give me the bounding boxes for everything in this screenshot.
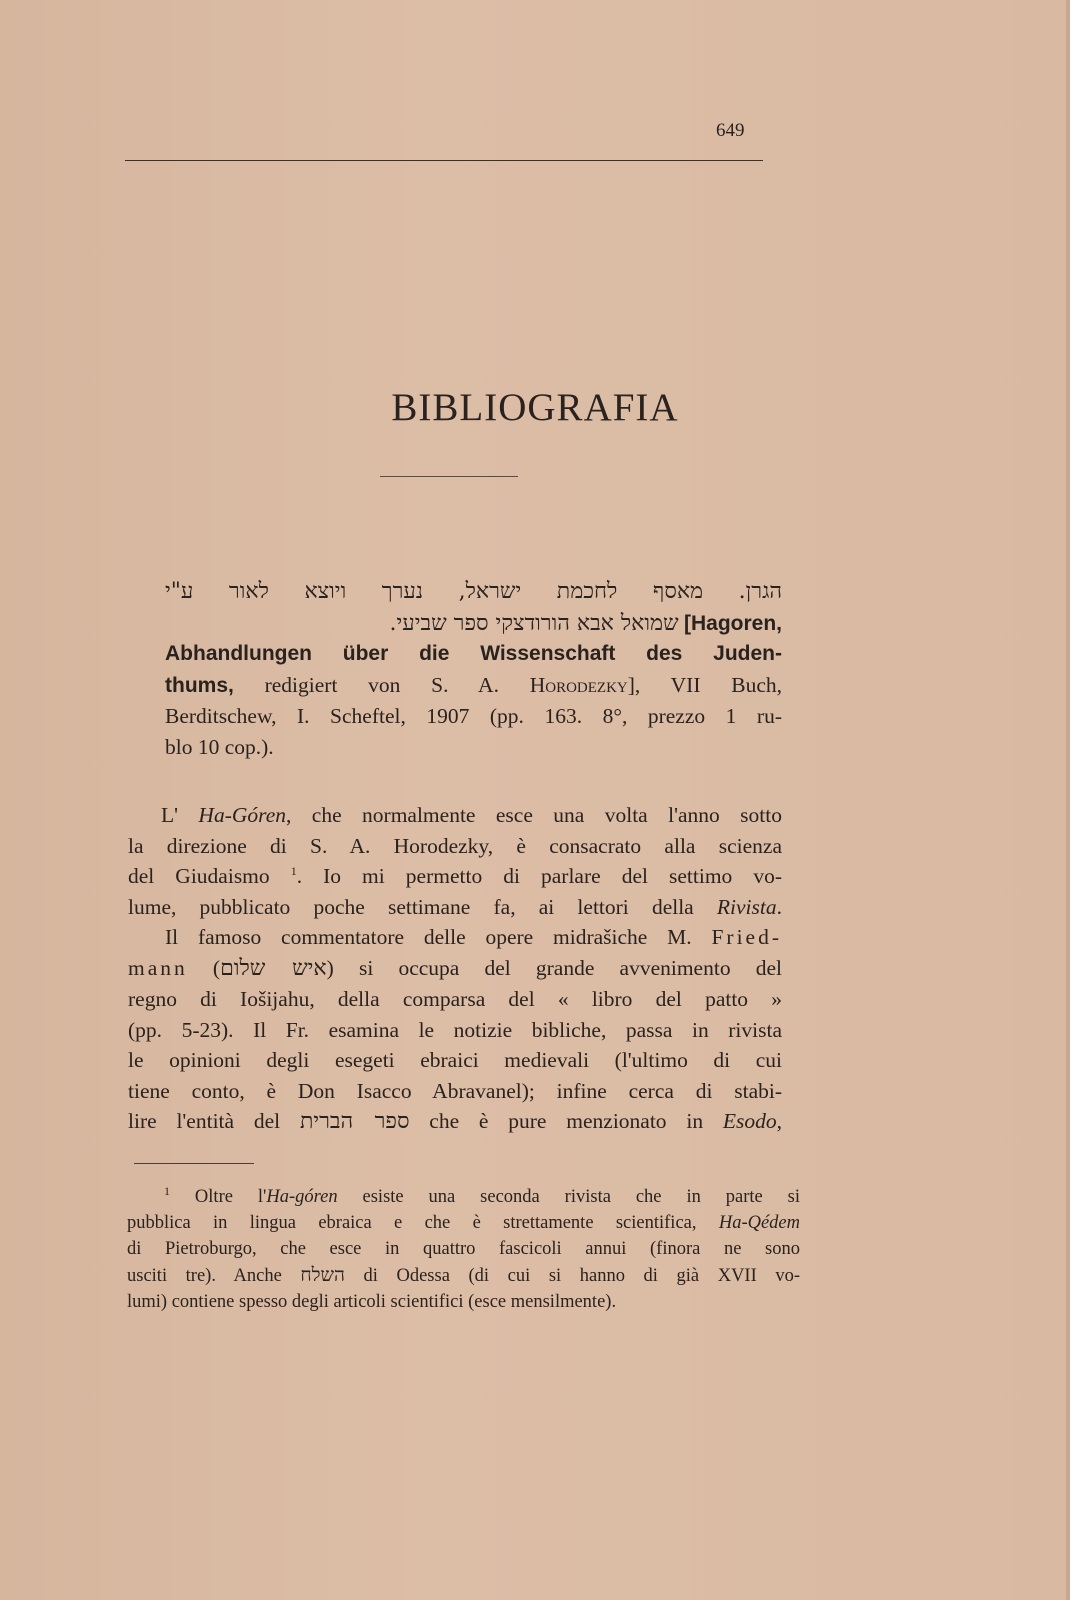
body-line — [128, 953, 782, 985]
journal-name: Ha-góren — [266, 1187, 338, 1207]
text: . — [776, 894, 782, 919]
text: pubblica in lingua ebraica e che è strettamente scientifica, — [127, 1213, 719, 1233]
entry-line-1 — [165, 576, 782, 608]
entry-editor-name: Horodezky — [529, 672, 628, 697]
entry-title-end: thums, — [165, 673, 234, 697]
hebrew-journal-name: השלח — [300, 1264, 345, 1286]
text: che è pure menzionato in — [409, 1109, 723, 1133]
body-paragraph — [128, 800, 782, 1138]
body-line: la direzione di S. A. Horodezky, è consacrato alla scienza — [128, 833, 782, 858]
text: di Odessa (di cui si hanno di già XVII vo- — [344, 1266, 801, 1286]
footnote-line — [127, 1262, 800, 1289]
body-line — [128, 800, 782, 831]
book-name: Esodo — [722, 1109, 777, 1133]
text: . Io mi permetto di parlare del settimo vo- — [296, 864, 782, 888]
entry-line-3: Abhandlungen über die Wissenschaft des Juden- — [165, 642, 782, 665]
header-rule — [125, 160, 763, 161]
entry-line-6: blo 10 cop.). — [165, 734, 274, 759]
entry-editor-prefix: redigiert von S. A. — [233, 672, 530, 697]
entry-line-2 — [165, 608, 782, 640]
text: usciti tre). Anche — [127, 1266, 301, 1286]
entry-volume: ], VII Buch, — [627, 672, 782, 697]
body-line — [128, 892, 782, 923]
author-name: mann — [128, 955, 188, 980]
body-line: tiene conto, è Don Isacco Abravanel); infine cerca di stabi- — [128, 1078, 782, 1103]
body-line: (pp. 5-23). Il Fr. esamina le notizie bibliche, passa in rivista — [128, 1017, 782, 1042]
text: lume, pubblicato poche settimane fa, ai lettori della — [128, 894, 717, 919]
text: ) si occupa del grande avvenimento del — [326, 955, 782, 980]
hebrew-pseudonym: איש שלום — [220, 955, 327, 981]
text: lire l'entità del — [128, 1109, 300, 1133]
text: , che normalmente esce una volta l'anno sotto — [286, 803, 782, 827]
hebrew-term: ספר הברית — [299, 1109, 410, 1134]
footnote-ref[interactable]: 1 — [290, 863, 297, 878]
bibliographic-entry — [165, 576, 782, 762]
author-name: Fried- — [711, 925, 782, 949]
footnote-line: lumi) contiene spesso degli articoli scientifici (esce mensilmente). — [127, 1292, 617, 1312]
journal-name: Ha-Qédem — [718, 1213, 800, 1233]
journal-name: Rivista — [716, 894, 777, 919]
text: , — [776, 1109, 783, 1133]
text: ( — [187, 955, 221, 980]
footnote-rule — [134, 1163, 254, 1164]
body-line: regno di Iošijahu, della comparsa del « libro del patto » — [128, 987, 782, 1011]
title-rule — [380, 476, 518, 477]
footnote-line — [127, 1184, 800, 1210]
text: Il famoso commentatore delle opere midrašiche M. — [165, 925, 712, 949]
footnote-line — [127, 1210, 800, 1236]
entry-hebrew-title: הגרן. מאסף לחכמת ישראל, נערך ויוצא לאור ע"י — [165, 579, 782, 604]
footnote-number: 1 — [164, 1183, 170, 1198]
page-edge — [1066, 0, 1070, 1600]
journal-name: Ha-Góren — [198, 803, 286, 827]
section-title: BIBLIOGRAFIA — [391, 386, 679, 429]
body-line — [128, 922, 782, 953]
text: Oltre l' — [170, 1187, 267, 1207]
entry-line-5: Berditschew, I. Scheftel, 1907 (pp. 163. 8°, prezzo 1 ru- — [165, 704, 782, 728]
page-number: 649 — [716, 120, 745, 141]
entry-hebrew-editor: שמואל אבא הורודצקי ספר שביעי. — [389, 610, 679, 636]
text: L' — [161, 803, 199, 827]
body-line — [128, 1106, 782, 1138]
body-line — [128, 861, 782, 892]
footnote-line: di Pietroburgo, che esce in quattro fascicoli annui (finora ne sono — [127, 1239, 800, 1259]
body-line: le opinioni degli esegeti ebraici medievali (l'ultimo di cui — [128, 1048, 782, 1072]
text: esiste una seconda rivista che in parte si — [337, 1187, 800, 1207]
text: del Giudaismo — [128, 864, 291, 888]
entry-line-4 — [165, 670, 782, 702]
entry-latin-title-start: [Hagoren, — [683, 611, 782, 635]
footnote — [127, 1184, 800, 1315]
